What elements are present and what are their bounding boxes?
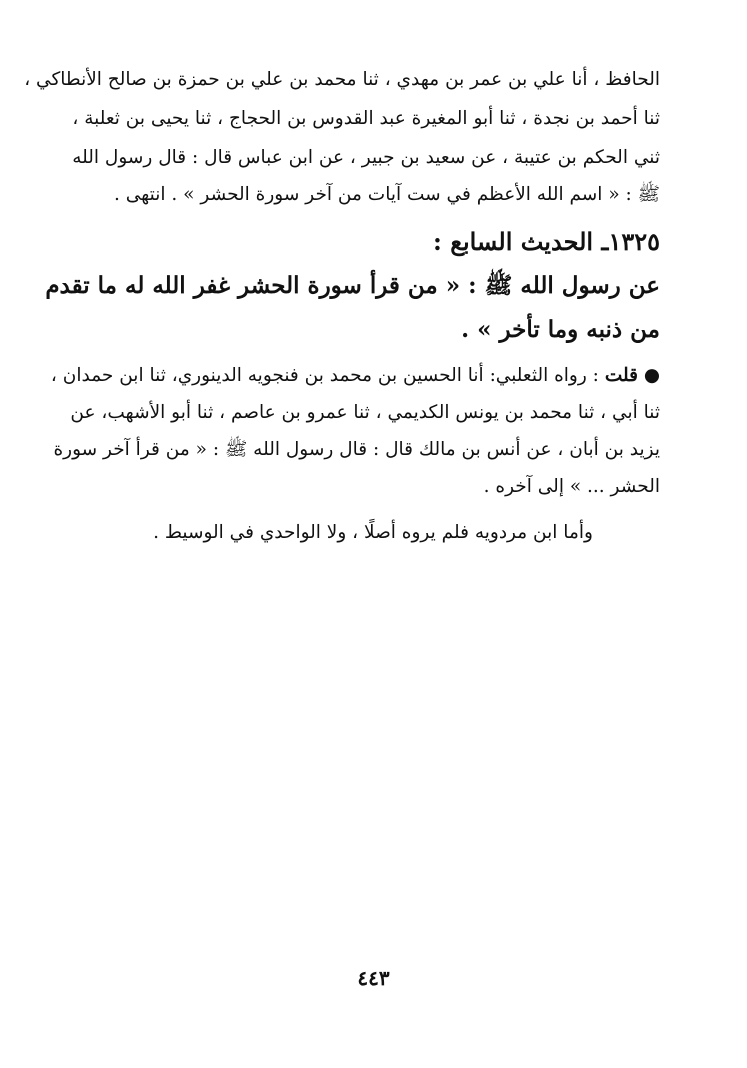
hadith-text-line-1: عن رسول الله ﷺ : « من قرأ سورة الحشر غفر الله له ما تقدم [45, 272, 660, 299]
paragraph-3: وأما ابن مردويه فلم يروه أصلًا ، ولا الواحدي في الوسيط . [153, 522, 593, 543]
paragraph-1-line-1: الحافظ ، أنا علي بن عمر بن مهدي ، ثنا محمد بن علي بن حمزة بن صالح الأنطاكي ، [24, 69, 660, 90]
paragraph-2-line-3: يزيد بن أبان ، عن أنس بن مالك قال : قال رسول الله ﷺ : « من قرأ آخر سورة [53, 439, 660, 460]
paragraph-1-line-3: ثني الحكم بن عتيبة ، عن سعيد بن جبير ، عن ابن عباس قال : قال رسول الله [72, 147, 660, 168]
paragraph-1-line-4: ﷺ : « اسم الله الأعظم في ست آيات من آخر سورة الحشر » . انتهى . [113, 184, 660, 205]
paragraph-2-line-2: ثنا أبي ، ثنا محمد بن يونس الكديمي ، ثنا عمرو بن عاصم ، ثنا أبو الأشهب، عن [70, 402, 660, 423]
paragraph-2-line-4: الحشر ... » إلى آخره . [483, 476, 660, 497]
bullet-icon: ● [643, 365, 660, 386]
hadith-heading: ١٣٢٥ـ الحديث السابع : [433, 227, 660, 256]
paragraph-1-line-2: ثنا أحمد بن نجدة ، ثنا أبو المغيرة عبد القدوس بن الحجاج ، ثنا يحيى بن ثعلبة ، [72, 108, 660, 129]
page-number: ٤٤٣ [357, 966, 390, 990]
hadith-text-line-2: من ذنبه وما تأخر » . [461, 316, 660, 343]
paragraph-2-line-1-text: : رواه الثعلبي: أنا الحسين بن محمد بن فنجويه الدينوري، ثنا ابن حمدان ، [50, 365, 599, 386]
qult-label: قلت [604, 365, 638, 386]
paragraph-2-line-1 [50, 358, 660, 394]
